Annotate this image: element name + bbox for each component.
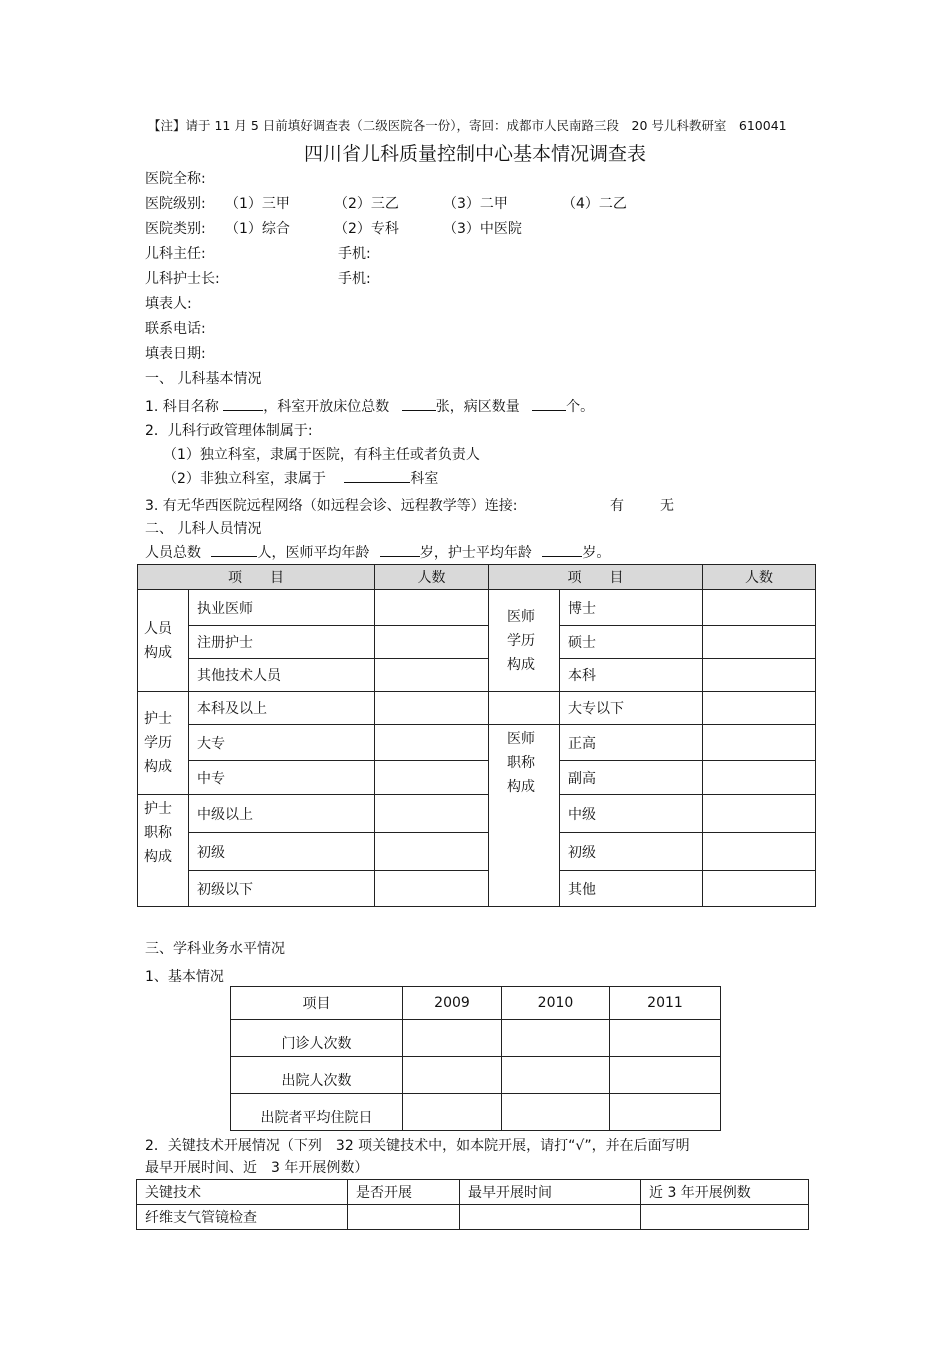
row-label-nurse-college: 大专 — [189, 725, 375, 761]
row-label-nurse-bachelor-plus: 本科及以上 — [189, 692, 375, 725]
type-option-3[interactable]: （3）中医院 — [443, 221, 522, 237]
stats-header-2011: 2011 — [610, 987, 721, 1020]
cell-nurse-junior-count[interactable] — [375, 833, 489, 871]
cell-other-technician-count[interactable] — [375, 659, 489, 692]
staff-summary-d: 岁。 — [582, 545, 611, 561]
network-yes-option[interactable]: 有 — [610, 498, 624, 514]
section1-item1 — [145, 396, 594, 416]
stats-row-avg-stay: 出院者平均住院日 — [231, 1094, 403, 1131]
cell-junior-count[interactable] — [703, 833, 816, 871]
row-label-below-college: 大专以下 — [560, 692, 703, 725]
section3-heading: 三、学科业务水平情况 — [145, 941, 285, 957]
group-nurse-education: 护士 学历 构成 — [138, 692, 189, 795]
basic-stats-table — [230, 986, 721, 1131]
cell-avg-stay-2010[interactable] — [502, 1094, 610, 1131]
item2-option1[interactable]: （1）独立科室，隶属于医院，有科主任或者负责人 — [163, 447, 480, 463]
row-label-nurse-below-junior: 初级以下 — [189, 871, 375, 907]
hospital-type-label: 医院类别: — [145, 221, 206, 237]
filler-label: 填表人: — [145, 296, 192, 312]
item2-option2[interactable] — [163, 468, 438, 488]
head-nurse-label: 儿科护士长: — [145, 271, 220, 287]
cell-discharge-2009[interactable] — [403, 1057, 502, 1094]
hospital-name-label: 医院全称: — [145, 171, 206, 187]
stats-row-outpatient: 门诊人次数 — [231, 1020, 403, 1057]
section3-sub1: 1、基本情况 — [145, 969, 224, 985]
header-item-left: 项 目 — [138, 565, 375, 590]
cell-intermediate-count[interactable] — [703, 795, 816, 833]
row-label-bachelor: 本科 — [560, 659, 703, 692]
staff-table — [137, 564, 816, 907]
header-count-left: 人数 — [375, 565, 489, 590]
date-label: 填表日期: — [145, 346, 206, 362]
group-staff-composition: 人员 构成 — [138, 590, 189, 692]
cell-outpatient-2009[interactable] — [403, 1020, 502, 1057]
staff-summary-b: 人，医师平均年龄 — [257, 545, 370, 561]
row-label-master: 硕士 — [560, 626, 703, 659]
cell-avg-stay-2009[interactable] — [403, 1094, 502, 1131]
item2-option2-suffix: 科室 — [410, 471, 439, 487]
cell-nurse-college-count[interactable] — [375, 725, 489, 761]
type-option-2[interactable]: （2）专科 — [334, 221, 399, 237]
cell-nurse-secondary-count[interactable] — [375, 761, 489, 795]
cell-outpatient-2011[interactable] — [610, 1020, 721, 1057]
cell-nurse-below-junior-count[interactable] — [375, 871, 489, 907]
cell-bachelor-count[interactable] — [703, 659, 816, 692]
cell-outpatient-2010[interactable] — [502, 1020, 610, 1057]
submission-note: 【注】请于 11 月 5 日前填好调查表（二级医院各一份），寄回：成都市人民南路三段 20 号儿科教研室 610041 — [148, 118, 787, 133]
nurse-phone-label: 手机: — [338, 271, 371, 287]
tech-header-earliest: 最早开展时间 — [460, 1180, 641, 1205]
network-no-option[interactable]: 无 — [660, 498, 674, 514]
row-label-nurse-secondary: 中专 — [189, 761, 375, 795]
row-label-other: 其他 — [560, 871, 703, 907]
section1-heading: 一、 儿科基本情况 — [145, 371, 262, 387]
tech-row-bronchoscopy: 纤维支气管镜检查 — [137, 1205, 348, 1230]
level-option-3[interactable]: （3）二甲 — [443, 196, 508, 212]
stats-row-discharge: 出院人次数 — [231, 1057, 403, 1094]
section1-item3: 3. 有无华西医院远程网络（如远程会诊、远程教学等）连接: — [145, 498, 518, 514]
cell-other-count[interactable] — [703, 871, 816, 907]
doctor-age-blank[interactable] — [380, 542, 420, 557]
cell-discharge-2010[interactable] — [502, 1057, 610, 1094]
key-tech-table — [136, 1179, 809, 1230]
section3-sub2-line2: 最早开展时间、近 3 年开展例数） — [145, 1160, 369, 1176]
row-label-other-technician: 其他技术人员 — [189, 659, 375, 692]
nurse-age-blank[interactable] — [542, 542, 582, 557]
row-label-licensed-doctor: 执业医师 — [189, 590, 375, 626]
level-option-2[interactable]: （2）三乙 — [334, 196, 399, 212]
cell-bronchoscopy-earliest[interactable] — [460, 1205, 641, 1230]
cell-senior-count[interactable] — [703, 725, 816, 761]
hospital-level-label: 医院级别: — [145, 196, 206, 212]
section2-heading: 二、 儿科人员情况 — [145, 521, 262, 537]
ward-count-blank[interactable] — [532, 396, 566, 411]
cell-avg-stay-2011[interactable] — [610, 1094, 721, 1131]
staff-summary-c: 岁，护士平均年龄 — [419, 545, 532, 561]
header-count-right: 人数 — [703, 565, 816, 590]
bed-count-blank[interactable] — [402, 396, 436, 411]
row-label-nurse-junior: 初级 — [189, 833, 375, 871]
director-phone-label: 手机: — [338, 246, 371, 262]
level-option-1[interactable]: （1）三甲 — [225, 196, 290, 212]
stats-header-item: 项目 — [231, 987, 403, 1020]
type-option-1[interactable]: （1）综合 — [225, 221, 290, 237]
tech-header-name: 关键技术 — [137, 1180, 348, 1205]
row-label-nurse-mid-plus: 中级以上 — [189, 795, 375, 833]
cell-discharge-2011[interactable] — [610, 1057, 721, 1094]
row-label-junior: 初级 — [560, 833, 703, 871]
row-label-senior: 正高 — [560, 725, 703, 761]
cell-phd-count[interactable] — [703, 590, 816, 626]
cell-bronchoscopy-cases[interactable] — [641, 1205, 809, 1230]
page-title: 四川省儿科质量控制中心基本情况调查表 — [303, 143, 646, 165]
affiliated-dept-blank[interactable] — [344, 468, 410, 483]
cell-licensed-doctor-count[interactable] — [375, 590, 489, 626]
group-doctor-title: 医师 职称 构成 — [489, 725, 560, 907]
tech-header-cases: 近 3 年开展例数 — [641, 1180, 809, 1205]
cell-registered-nurse-count[interactable] — [375, 626, 489, 659]
row-label-intermediate: 中级 — [560, 795, 703, 833]
item1-text-b: ，科室开放床位总数 — [263, 399, 390, 415]
tech-header-done: 是否开展 — [348, 1180, 460, 1205]
cell-vice-senior-count[interactable] — [703, 761, 816, 795]
row-label-phd: 博士 — [560, 590, 703, 626]
level-option-4[interactable]: （4）二乙 — [562, 196, 627, 212]
item1-text-c: 张，病区数量 — [435, 399, 520, 415]
cell-master-count[interactable] — [703, 626, 816, 659]
cell-nurse-bachelor-plus-count[interactable] — [375, 692, 489, 725]
row-label-vice-senior: 副高 — [560, 761, 703, 795]
cell-below-college-count[interactable] — [703, 692, 816, 725]
group-doctor-education: 医师 学历 构成 — [489, 590, 560, 692]
row-label-registered-nurse: 注册护士 — [189, 626, 375, 659]
item2-option2-text: （2）非独立科室，隶属于 — [163, 471, 326, 487]
staff-summary-a: 人员总数 — [145, 545, 201, 561]
subject-name-blank[interactable] — [223, 396, 263, 411]
staff-summary — [145, 542, 610, 562]
cell-bronchoscopy-done[interactable] — [348, 1205, 460, 1230]
cell-nurse-mid-plus-count[interactable] — [375, 795, 489, 833]
group-nurse-title: 护士 职称 构成 — [138, 795, 189, 907]
stats-header-2010: 2010 — [502, 987, 610, 1020]
item1-text-d: 个。 — [566, 399, 595, 415]
section1-item2: 2．儿科行政管理体制属于: — [145, 423, 313, 439]
section3-sub2-line1: 2．关键技术开展情况（下列 32 项关键技术中，如本院开展，请打“√”，并在后面写明 — [145, 1138, 690, 1154]
director-label: 儿科主任: — [145, 246, 206, 262]
header-item-right: 项 目 — [489, 565, 703, 590]
item1-text-a: 1. 科目名称 — [145, 399, 219, 415]
stats-header-2009: 2009 — [403, 987, 502, 1020]
contact-label: 联系电话: — [145, 321, 206, 337]
total-staff-blank[interactable] — [211, 542, 257, 557]
doctor-education-spacer — [489, 692, 560, 725]
